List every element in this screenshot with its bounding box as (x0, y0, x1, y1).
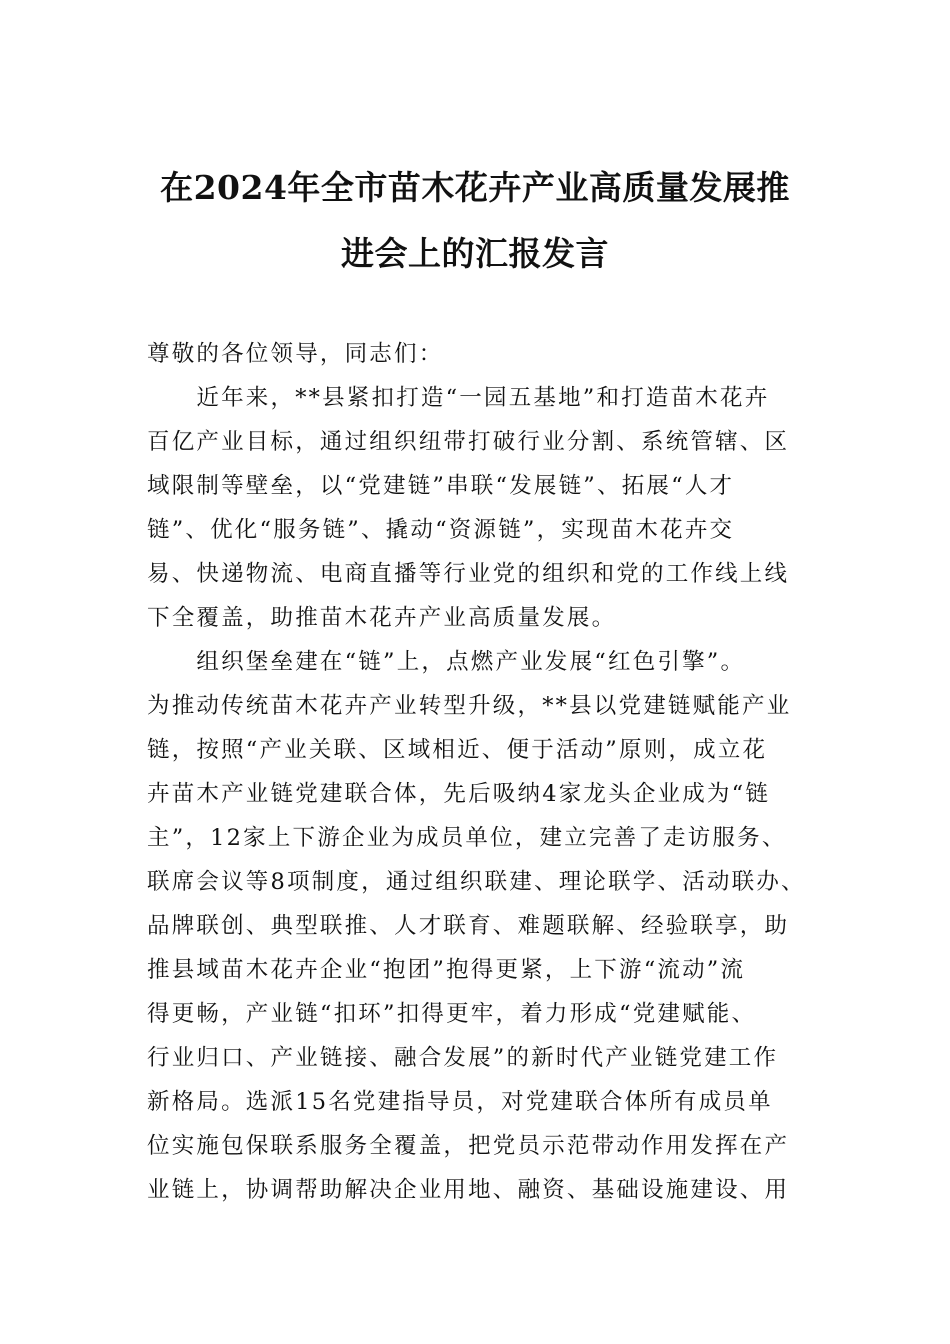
body-line: 近年来，**县紧扣打造“一园五基地”和打造苗木花卉 (147, 385, 770, 411)
body-line: 卉苗木产业链党建联合体，先后吸纳4家龙头企业成为“链 (147, 781, 771, 807)
body-line: 百亿产业目标，通过组织纽带打破行业分割、系统管辖、区 (147, 429, 790, 455)
body-line: 主”，12家上下游企业为成员单位，建立完善了走访服务、 (147, 825, 787, 851)
body-line: 推县域苗木花卉企业“抱团”抱得更紧，上下游“流动”流 (147, 957, 746, 983)
body-line: 尊敬的各位领导，同志们： (147, 341, 444, 367)
body-line: 链”、优化“服务链”、撬动“资源链”，实现苗木花卉交 (147, 517, 735, 543)
body-line: 行业归口、产业链接、融合发展”的新时代产业链党建工作 (147, 1045, 779, 1071)
document-title-line-1: 在2024年全市苗木花卉产业高质量发展推 (160, 168, 790, 207)
body-line: 位实施包保联系服务全覆盖，把党员示范带动作用发挥在产 (147, 1133, 790, 1159)
body-line: 组织堡垒建在“链”上，点燃产业发展“红色引擎”。 (147, 649, 746, 675)
body-line: 联席会议等8项制度，通过组织联建、理论联学、活动联办、 (147, 869, 806, 895)
body-line: 得更畅，产业链“扣环”扣得更牢，着力形成“党建赋能、 (147, 1001, 757, 1027)
body-line: 业链上，协调帮助解决企业用地、融资、基础设施建设、用 (147, 1177, 790, 1203)
body-line: 链，按照“产业关联、区域相近、便于活动”原则，成立花 (147, 737, 768, 763)
body-line: 域限制等壁垒，以“党建链”串联“发展链”、拓展“人才 (147, 473, 735, 499)
body-line: 品牌联创、典型联推、人才联育、难题联解、经验联享，助 (147, 913, 790, 939)
body-line: 易、快递物流、电商直播等行业党的组织和党的工作线上线 (147, 561, 790, 587)
document-title-line-2: 进会上的汇报发言 (341, 234, 609, 273)
body-line: 下全覆盖，助推苗木花卉产业高质量发展。 (147, 605, 617, 631)
body-line: 为推动传统苗木花卉产业转型升级，**县以党建链赋能产业 (147, 693, 792, 719)
body-line: 新格局。选派15名党建指导员，对党建联合体所有成员单 (147, 1089, 773, 1115)
